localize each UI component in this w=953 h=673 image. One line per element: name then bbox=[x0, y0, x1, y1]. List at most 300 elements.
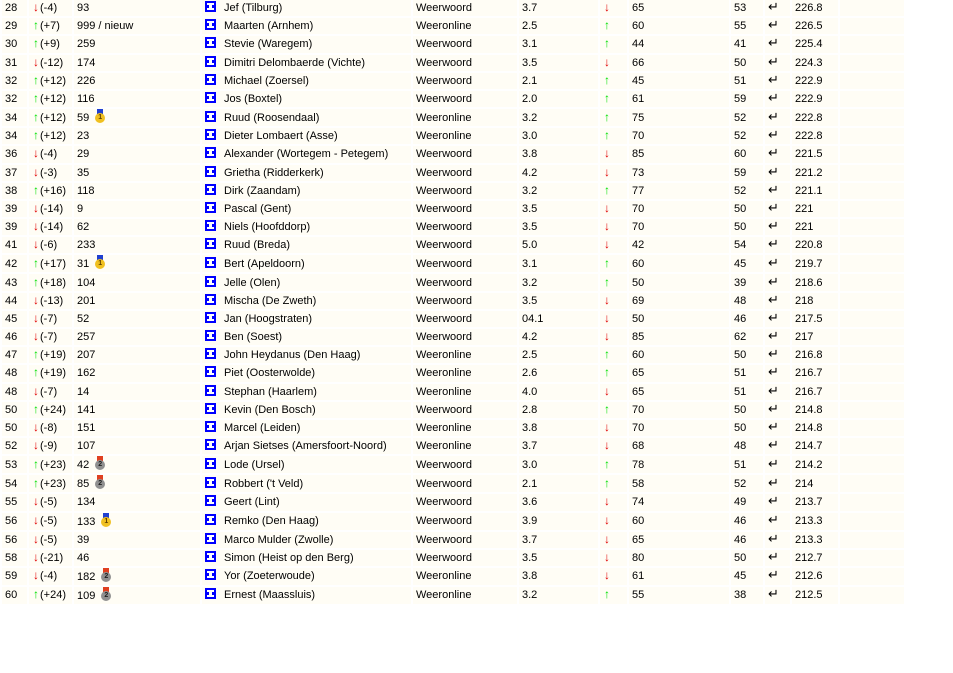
previous-rank: 39 bbox=[77, 533, 90, 546]
previous-rank: 162 bbox=[77, 367, 96, 380]
country-flag-icon bbox=[205, 129, 216, 140]
arrow-down-icon: ↓ bbox=[33, 420, 39, 435]
rank: 36 bbox=[5, 148, 18, 161]
name-cell bbox=[202, 0, 411, 16]
return-icon[interactable]: ↵ bbox=[768, 456, 779, 471]
return-icon[interactable]: ↵ bbox=[768, 567, 779, 583]
rank: 31 bbox=[5, 56, 18, 69]
return-icon[interactable]: ↵ bbox=[768, 365, 779, 380]
value1: 44 bbox=[632, 38, 645, 51]
change-cell bbox=[29, 36, 72, 52]
rank-change: (+23) bbox=[40, 477, 66, 490]
table-row bbox=[2, 329, 904, 345]
return-icon[interactable]: ↵ bbox=[768, 292, 779, 307]
empty-cell bbox=[840, 0, 904, 16]
trend-cell bbox=[600, 384, 627, 400]
rank-cell bbox=[2, 165, 27, 181]
rating: 3.2 bbox=[522, 589, 538, 602]
source-cell bbox=[413, 128, 517, 144]
country-flag-icon bbox=[205, 147, 216, 158]
table-row bbox=[2, 128, 904, 144]
participant-name[interactable]: Grietha (Ridderkerk) bbox=[224, 166, 324, 179]
table-row bbox=[2, 532, 904, 548]
previous-rank-cell bbox=[74, 384, 200, 400]
previous-rank: 85 bbox=[77, 478, 90, 491]
rank-cell bbox=[2, 128, 27, 144]
value1-cell bbox=[629, 55, 729, 71]
previous-rank: 134 bbox=[77, 496, 96, 509]
rating-cell bbox=[519, 513, 598, 530]
change-cell bbox=[29, 18, 72, 34]
empty-cell bbox=[840, 329, 904, 345]
value2: 48 bbox=[734, 294, 747, 307]
country-flag-icon bbox=[205, 276, 216, 287]
source: Weeronline bbox=[416, 440, 472, 453]
trend-cell bbox=[600, 311, 627, 327]
return-icon[interactable]: ↵ bbox=[768, 438, 779, 453]
score: 214.2 bbox=[795, 458, 823, 471]
value1: 58 bbox=[632, 477, 645, 490]
return-icon[interactable]: ↵ bbox=[768, 255, 779, 270]
source: Weeronline bbox=[416, 349, 472, 362]
arrow-down-icon: ↓ bbox=[604, 494, 610, 509]
return-icon[interactable]: ↵ bbox=[768, 219, 779, 234]
value2: 50 bbox=[734, 403, 747, 416]
score-cell bbox=[792, 587, 838, 604]
empty-cell bbox=[840, 183, 904, 199]
empty-cell bbox=[840, 91, 904, 107]
participant-name[interactable]: Jan (Hoogstraten) bbox=[224, 312, 313, 325]
participant-name[interactable]: Michael (Zoersel) bbox=[224, 74, 309, 87]
score-cell bbox=[792, 165, 838, 181]
source-cell bbox=[413, 183, 517, 199]
source-cell bbox=[413, 293, 517, 309]
return-icon[interactable]: ↵ bbox=[768, 329, 779, 344]
score-cell bbox=[792, 146, 838, 162]
rating-cell bbox=[519, 91, 598, 107]
return-icon[interactable]: ↵ bbox=[768, 237, 779, 252]
participant-name[interactable]: Jef (Tilburg) bbox=[224, 2, 283, 15]
return-icon[interactable]: ↵ bbox=[768, 401, 779, 416]
value1: 60 bbox=[632, 515, 645, 527]
arrow-down-icon: ↓ bbox=[604, 383, 610, 398]
return-icon[interactable]: ↵ bbox=[768, 109, 779, 124]
rank-change: (-5) bbox=[40, 515, 58, 527]
value1-cell bbox=[629, 0, 729, 16]
participant-name[interactable]: Dirk (Zaandam) bbox=[224, 184, 301, 197]
value1: 60 bbox=[632, 20, 645, 33]
rank-change: (-4) bbox=[40, 148, 58, 161]
score-cell bbox=[792, 550, 838, 566]
change-cell bbox=[29, 532, 72, 548]
change-cell bbox=[29, 494, 72, 510]
arrow-up-icon: ↑ bbox=[33, 255, 39, 270]
table-row bbox=[2, 365, 904, 381]
arrow-up-icon: ↑ bbox=[604, 274, 610, 289]
value1: 65 bbox=[632, 367, 645, 380]
participant-name[interactable]: Ernest (Maassluis) bbox=[224, 589, 316, 602]
participant-name[interactable]: Lode (Ursel) bbox=[224, 458, 285, 471]
participant-name[interactable]: Geert (Lint) bbox=[224, 496, 280, 509]
return-icon[interactable]: ↵ bbox=[768, 586, 779, 602]
rank-cell bbox=[2, 201, 27, 217]
table-row bbox=[2, 0, 904, 16]
previous-rank: 207 bbox=[77, 349, 96, 362]
participant-name[interactable]: Niels (Hoofddorp) bbox=[224, 221, 311, 234]
score-cell bbox=[792, 128, 838, 144]
return-icon[interactable]: ↵ bbox=[768, 475, 779, 490]
country-flag-icon bbox=[205, 458, 216, 469]
return-cell bbox=[765, 550, 790, 566]
return-icon[interactable]: ↵ bbox=[768, 18, 779, 33]
score: 214 bbox=[795, 477, 814, 490]
rank-change: (-5) bbox=[40, 533, 58, 546]
return-icon[interactable]: ↵ bbox=[768, 347, 779, 362]
return-icon[interactable]: ↵ bbox=[768, 383, 779, 398]
trend-cell bbox=[600, 255, 627, 272]
value1-cell bbox=[629, 183, 729, 199]
rating-cell bbox=[519, 532, 598, 548]
participant-name[interactable]: Ben (Soest) bbox=[224, 331, 283, 344]
empty-cell bbox=[840, 456, 904, 473]
arrow-up-icon: ↑ bbox=[604, 36, 610, 51]
change-cell bbox=[29, 402, 72, 418]
return-cell bbox=[765, 293, 790, 309]
return-icon[interactable]: ↵ bbox=[768, 164, 779, 179]
trend-cell bbox=[600, 402, 627, 418]
previous-rank-cell bbox=[74, 329, 200, 345]
return-icon[interactable]: ↵ bbox=[768, 128, 779, 143]
trend-cell bbox=[600, 347, 627, 363]
value1-cell bbox=[629, 329, 729, 345]
rank-cell bbox=[2, 146, 27, 162]
previous-rank: 52 bbox=[77, 312, 90, 325]
rank: 53 bbox=[5, 458, 18, 471]
participant-name[interactable]: Dieter Lombaert (Asse) bbox=[224, 130, 338, 143]
score-cell bbox=[792, 219, 838, 235]
value1-cell bbox=[629, 128, 729, 144]
source: Weerwoord bbox=[416, 477, 473, 490]
trend-cell bbox=[600, 146, 627, 162]
rank: 42 bbox=[5, 257, 18, 270]
participant-name[interactable]: Alexander (Wortegem - Petegem) bbox=[224, 148, 389, 161]
participant-name[interactable]: Mischa (De Zweth) bbox=[224, 294, 317, 307]
source-cell bbox=[413, 73, 517, 89]
rating-cell bbox=[519, 494, 598, 510]
return-icon[interactable]: ↵ bbox=[768, 146, 779, 161]
return-cell bbox=[765, 311, 790, 327]
value2-cell bbox=[731, 255, 763, 272]
change-cell bbox=[29, 293, 72, 309]
score-cell bbox=[792, 532, 838, 548]
return-icon[interactable]: ↵ bbox=[768, 494, 779, 509]
participant-name[interactable]: Remko (Den Haag) bbox=[224, 515, 319, 527]
previous-rank-cell bbox=[74, 587, 200, 604]
source-cell bbox=[413, 365, 517, 381]
value2: 50 bbox=[734, 422, 747, 435]
arrow-down-icon: ↓ bbox=[604, 310, 610, 325]
return-icon[interactable]: ↵ bbox=[768, 36, 779, 51]
empty-cell bbox=[840, 274, 904, 290]
source-cell bbox=[413, 91, 517, 107]
value2-cell bbox=[731, 587, 763, 604]
value1-cell bbox=[629, 347, 729, 363]
trend-cell bbox=[600, 0, 627, 16]
value1: 70 bbox=[632, 130, 645, 143]
table-row bbox=[2, 420, 904, 436]
rank-cell bbox=[2, 347, 27, 363]
participant-name[interactable]: Ruud (Roosendaal) bbox=[224, 111, 320, 124]
return-cell bbox=[765, 532, 790, 548]
country-flag-icon bbox=[205, 477, 216, 488]
arrow-down-icon: ↓ bbox=[604, 54, 610, 69]
value2: 38 bbox=[734, 589, 747, 602]
value1: 75 bbox=[632, 111, 645, 124]
country-flag-icon bbox=[205, 588, 216, 599]
value2: 46 bbox=[734, 312, 747, 325]
score: 212.5 bbox=[795, 589, 823, 602]
previous-rank: 151 bbox=[77, 422, 96, 435]
trend-cell bbox=[600, 219, 627, 235]
value2: 52 bbox=[734, 130, 747, 143]
rank: 52 bbox=[5, 440, 18, 453]
rating-cell bbox=[519, 18, 598, 34]
rating: 3.0 bbox=[522, 130, 538, 143]
previous-rank: 182 bbox=[77, 570, 96, 583]
country-flag-icon bbox=[205, 92, 216, 103]
table-row bbox=[2, 587, 904, 604]
return-icon[interactable]: ↵ bbox=[768, 274, 779, 289]
value2-cell bbox=[731, 146, 763, 162]
participant-name[interactable]: Jos (Boxtel) bbox=[224, 93, 283, 106]
trend-cell bbox=[600, 237, 627, 253]
rank: 37 bbox=[5, 166, 18, 179]
previous-rank-cell bbox=[74, 201, 200, 217]
rank-cell bbox=[2, 550, 27, 566]
source-cell bbox=[413, 513, 517, 530]
rank-cell bbox=[2, 109, 27, 126]
rank-cell bbox=[2, 18, 27, 34]
trend-cell bbox=[600, 513, 627, 530]
country-flag-icon bbox=[205, 19, 216, 30]
rank-change: (-3) bbox=[40, 166, 58, 179]
source-cell bbox=[413, 274, 517, 290]
value2: 54 bbox=[734, 239, 747, 252]
country-flag-icon bbox=[205, 74, 216, 85]
return-icon[interactable]: ↵ bbox=[768, 310, 779, 325]
trend-cell bbox=[600, 55, 627, 71]
score: 213.3 bbox=[795, 515, 823, 527]
rating-cell bbox=[519, 255, 598, 272]
previous-rank: 109 bbox=[77, 589, 96, 602]
table-row bbox=[2, 274, 904, 290]
participant-name[interactable]: Simon (Heist op den Berg) bbox=[224, 551, 354, 564]
country-flag-icon bbox=[205, 421, 216, 432]
source: Weerwoord bbox=[416, 257, 473, 270]
value1: 60 bbox=[632, 257, 645, 270]
participant-name[interactable]: Ruud (Breda) bbox=[224, 239, 291, 252]
participant-name[interactable]: Bert (Apeldoorn) bbox=[224, 257, 305, 270]
participant-name[interactable]: Kevin (Den Bosch) bbox=[224, 403, 316, 416]
value1-cell bbox=[629, 219, 729, 235]
rank-change: (+12) bbox=[40, 93, 66, 106]
rank-change: (-4) bbox=[40, 2, 58, 15]
participant-name[interactable]: John Heydanus (Den Haag) bbox=[224, 349, 361, 362]
return-icon[interactable]: ↵ bbox=[768, 200, 779, 215]
rank-change: (+9) bbox=[40, 38, 60, 51]
source: Weeronline bbox=[416, 111, 472, 124]
score-cell bbox=[792, 183, 838, 199]
source-cell bbox=[413, 384, 517, 400]
score-cell bbox=[792, 384, 838, 400]
rating-cell bbox=[519, 55, 598, 71]
name-cell bbox=[202, 438, 411, 454]
medal-number: 2 bbox=[95, 479, 105, 489]
rank-change: (-9) bbox=[40, 440, 58, 453]
country-flag-icon bbox=[205, 312, 216, 323]
empty-cell bbox=[840, 55, 904, 71]
trend-cell bbox=[600, 456, 627, 473]
rating: 3.8 bbox=[522, 422, 538, 435]
value2: 59 bbox=[734, 93, 747, 106]
participant-name[interactable]: Robbert ('t Veld) bbox=[224, 477, 304, 490]
rank: 38 bbox=[5, 184, 18, 197]
value2-cell bbox=[731, 438, 763, 454]
score-cell bbox=[792, 55, 838, 71]
rating-cell bbox=[519, 347, 598, 363]
country-flag-icon bbox=[205, 184, 216, 195]
arrow-down-icon: ↓ bbox=[33, 568, 39, 583]
previous-rank: 257 bbox=[77, 331, 96, 344]
return-cell bbox=[765, 237, 790, 253]
arrow-up-icon: ↑ bbox=[33, 109, 39, 124]
change-cell bbox=[29, 568, 72, 585]
empty-cell bbox=[840, 311, 904, 327]
trend-cell bbox=[600, 109, 627, 126]
score-cell bbox=[792, 73, 838, 89]
empty-cell bbox=[840, 438, 904, 454]
trend-cell bbox=[600, 550, 627, 566]
rating-cell bbox=[519, 73, 598, 89]
value1-cell bbox=[629, 274, 729, 290]
previous-rank: 35 bbox=[77, 166, 90, 179]
return-cell bbox=[765, 55, 790, 71]
medal-silver-icon bbox=[95, 475, 105, 489]
value2: 52 bbox=[734, 477, 747, 490]
table-row bbox=[2, 146, 904, 162]
participant-name[interactable]: Marco Mulder (Zwolle) bbox=[224, 533, 334, 546]
return-icon[interactable]: ↵ bbox=[768, 72, 779, 87]
score: 219.7 bbox=[795, 257, 823, 270]
participant-name[interactable]: Stevie (Waregem) bbox=[224, 38, 313, 51]
country-flag-icon bbox=[205, 533, 216, 544]
name-cell bbox=[202, 365, 411, 381]
change-cell bbox=[29, 146, 72, 162]
rating-cell bbox=[519, 36, 598, 52]
arrow-down-icon: ↓ bbox=[33, 310, 39, 325]
value1: 80 bbox=[632, 551, 645, 564]
return-icon[interactable]: ↵ bbox=[768, 0, 779, 15]
arrow-up-icon: ↑ bbox=[33, 587, 39, 602]
value1-cell bbox=[629, 91, 729, 107]
rating: 3.2 bbox=[522, 111, 538, 124]
rating-cell bbox=[519, 219, 598, 235]
score: 214.7 bbox=[795, 440, 823, 453]
participant-name[interactable]: Arjan Sietses (Amersfoort-Noord) bbox=[224, 440, 387, 453]
rating-cell bbox=[519, 109, 598, 126]
score: 216.7 bbox=[795, 385, 823, 398]
score: 221.5 bbox=[795, 148, 823, 161]
source-cell bbox=[413, 475, 517, 492]
return-icon[interactable]: ↵ bbox=[768, 512, 779, 527]
previous-rank: 133 bbox=[77, 515, 96, 528]
trend-cell bbox=[600, 165, 627, 181]
value1-cell bbox=[629, 237, 729, 253]
return-icon[interactable]: ↵ bbox=[768, 531, 779, 546]
value2: 50 bbox=[734, 221, 747, 234]
trend-cell bbox=[600, 128, 627, 144]
previous-rank-cell bbox=[74, 293, 200, 309]
participant-name[interactable]: Pascal (Gent) bbox=[224, 202, 292, 215]
score-cell bbox=[792, 568, 838, 585]
participant-name[interactable]: Marcel (Leiden) bbox=[224, 422, 301, 435]
name-cell bbox=[202, 420, 411, 436]
value2-cell bbox=[731, 293, 763, 309]
return-icon[interactable]: ↵ bbox=[768, 419, 779, 435]
arrow-up-icon: ↑ bbox=[604, 109, 610, 124]
rating: 4.0 bbox=[522, 385, 538, 398]
participant-name[interactable]: Maarten (Arnhem) bbox=[224, 20, 314, 33]
return-cell bbox=[765, 109, 790, 126]
rank-cell bbox=[2, 183, 27, 199]
source-cell bbox=[413, 165, 517, 181]
source: Weeronline bbox=[416, 130, 472, 143]
return-icon[interactable]: ↵ bbox=[768, 182, 779, 197]
participant-name[interactable]: Dimitri Delombaerde (Vichte) bbox=[224, 56, 366, 69]
score-cell bbox=[792, 402, 838, 418]
participant-name[interactable]: Stephan (Haarlem) bbox=[224, 385, 317, 398]
value1: 66 bbox=[632, 56, 645, 69]
rank-cell bbox=[2, 568, 27, 585]
return-icon[interactable]: ↵ bbox=[768, 549, 779, 564]
return-icon[interactable]: ↵ bbox=[768, 90, 779, 106]
rating-cell bbox=[519, 128, 598, 144]
return-cell bbox=[765, 201, 790, 217]
empty-cell bbox=[840, 475, 904, 492]
value1-cell bbox=[629, 568, 729, 585]
country-flag-icon bbox=[205, 514, 216, 525]
score-cell bbox=[792, 456, 838, 473]
rating-cell bbox=[519, 274, 598, 290]
participant-name[interactable]: Piet (Oosterwolde) bbox=[224, 367, 316, 380]
rating: 3.7 bbox=[522, 440, 538, 453]
source-cell bbox=[413, 55, 517, 71]
value1-cell bbox=[629, 475, 729, 492]
participant-name[interactable]: Yor (Zoeterwoude) bbox=[224, 570, 315, 583]
rank: 39 bbox=[5, 221, 18, 234]
return-cell bbox=[765, 183, 790, 199]
name-cell bbox=[202, 475, 411, 492]
return-icon[interactable]: ↵ bbox=[768, 54, 779, 69]
table-row bbox=[2, 456, 904, 473]
value1: 55 bbox=[632, 589, 645, 602]
name-cell bbox=[202, 219, 411, 235]
empty-cell bbox=[840, 402, 904, 418]
score: 226.8 bbox=[795, 2, 823, 15]
arrow-up-icon: ↑ bbox=[604, 347, 610, 362]
rank-change: (-8) bbox=[40, 422, 58, 435]
participant-name[interactable]: Jelle (Olen) bbox=[224, 276, 281, 289]
